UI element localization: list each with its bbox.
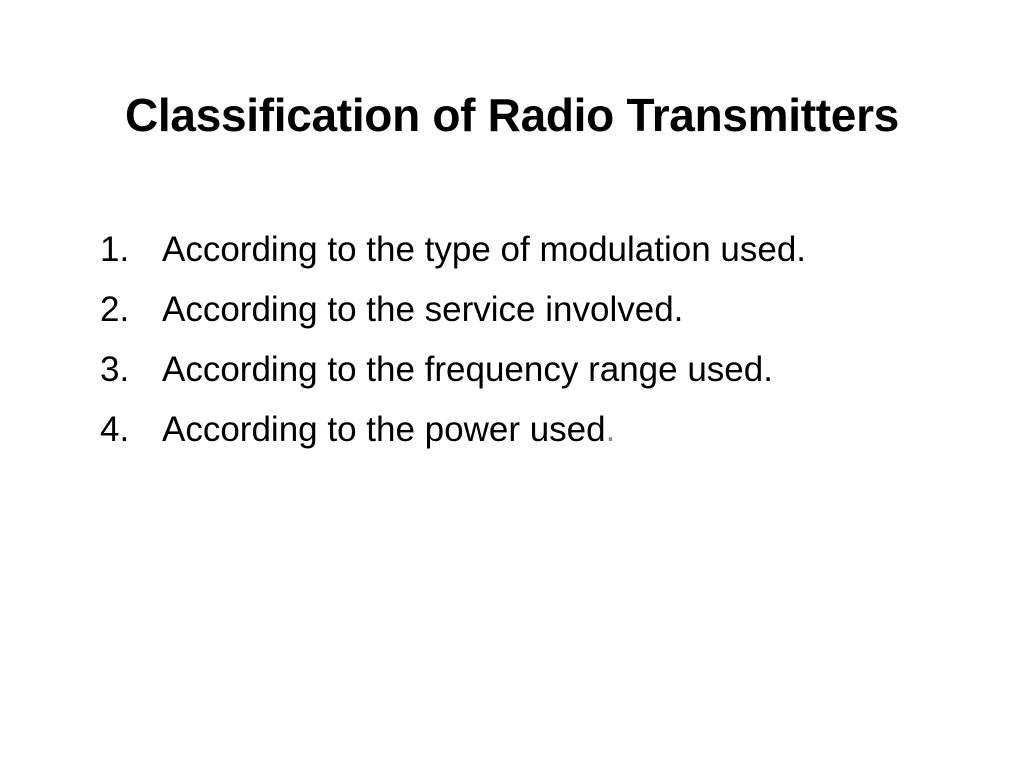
list-item-text: According to the frequency range used. xyxy=(162,350,773,389)
slide-title: Classification of Radio Transmitters xyxy=(125,89,899,141)
list-item-number: 3. xyxy=(100,350,130,389)
list-item xyxy=(100,286,880,334)
list-item-text: According to the power used xyxy=(162,410,606,449)
list-item-text: According to the type of modulation used. xyxy=(162,230,807,269)
list-item-text: According to the service involved. xyxy=(162,290,684,329)
trailing-period: . xyxy=(605,410,616,449)
classification-list xyxy=(100,226,880,466)
list-item-number: 1. xyxy=(100,230,130,269)
list-item xyxy=(100,346,880,394)
list-item xyxy=(100,226,880,274)
list-item-text-wrapper xyxy=(162,406,880,454)
list-item-number: 4. xyxy=(100,410,130,449)
list-item-number: 2. xyxy=(100,290,130,329)
list-item xyxy=(100,406,880,454)
